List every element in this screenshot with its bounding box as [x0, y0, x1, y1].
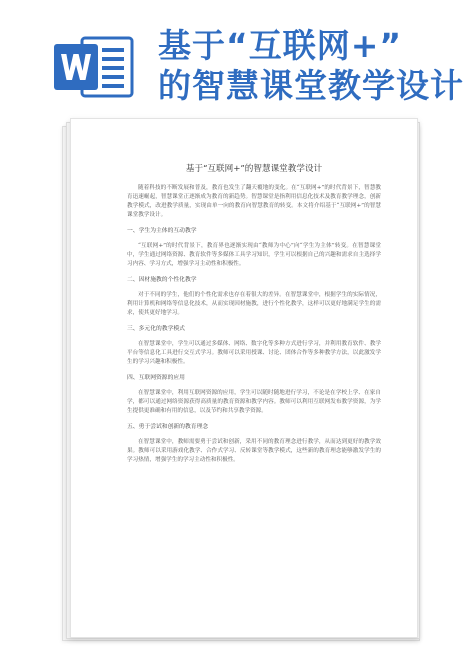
document-body	[127, 163, 381, 465]
banner-title-line-1: 基于“互联网+”	[158, 26, 403, 65]
section-heading-1: 一、学生为主体的互动教学	[127, 228, 197, 234]
section-heading-3: 三、多元化的教学模式	[127, 326, 185, 332]
section-paragraph-5: 在智慧课堂中，教师需要勇于尝试和创新，采用不同的教育理念进行教学，从而达到更好的教学效果。教师可以采用游戏化教学、合作式学习、反转课堂等教学模式，这些新的教育理念能够激发学生的学习热情，增强学生的学习主动性和积极性。	[127, 439, 381, 463]
section-paragraph-3: 在智慧课堂中，学生可以通过多媒体、网络、数字化等多种方式进行学习，并利用教育软件、教学平台等信息化工具进行交互式学习。教师可以采用授课、讨论、团体合作等多种教学方法，以此激发学生的学习兴趣和积极性。	[127, 341, 381, 365]
section-paragraph-1: “互联网+”的时代背景下，教育界也逐渐实现由“教师为中心”向“学生为主体”转变。在智慧课堂中，学生通过网络资源、教育软件等多媒体工具学习知识，学生可以根据自己的兴趣和需求自主选择学习内容、学习方式，增强学习主动性和积极性。	[127, 243, 381, 267]
intro-paragraph: 随着科技的不断发展和普及，教育也发生了翻天覆地的变化。在“互联网+”的时代背景下，智慧教育迅速崛起，智慧课堂正逐渐成为教育的新趋势。智慧课堂是指利用信息化技术及教育教学理念，创新教学模式，改进教学质量，实现由单一向的教育向智慧教育的转变。本文将介绍基于“互联网+”的智慧课堂教学设计。	[127, 185, 381, 218]
document-title: 基于“互联网+”的智慧课堂教学设计	[185, 164, 323, 174]
section-heading-2: 二、因材施教的个性化教学	[127, 277, 197, 283]
section-heading-5: 五、勇于尝试和创新的教育理念	[127, 424, 209, 430]
section-paragraph-4: 在智慧课堂中，利用互联网资源的应用，学生可以随时随地进行学习，不论是在学校上学、在家自学，都可以通过网络资源获得高质量的教育资源和教学内容。教师可以利用互联网发布教学资源，为学生提供更准确和有用的信息，以及节约和共享教学资源。	[127, 390, 381, 414]
document-page	[70, 118, 418, 638]
header-banner	[0, 0, 474, 110]
banner-title	[158, 26, 464, 106]
section-paragraph-2: 对于不同的学生，他们的个性化需求也存在着很大的差异。在智慧课堂中，根据学生的实际情况，利用计算机和网络等信息化技术，从而实现因材施教，进行个性化教学，这样可以更好地满足学生的需求，使其更好地学习。	[127, 292, 381, 316]
section-heading-4: 四、互联网资源的应用	[127, 375, 185, 381]
banner-title-line-2: 的智慧课堂教学设计	[158, 66, 464, 105]
word-document-icon	[52, 34, 136, 100]
